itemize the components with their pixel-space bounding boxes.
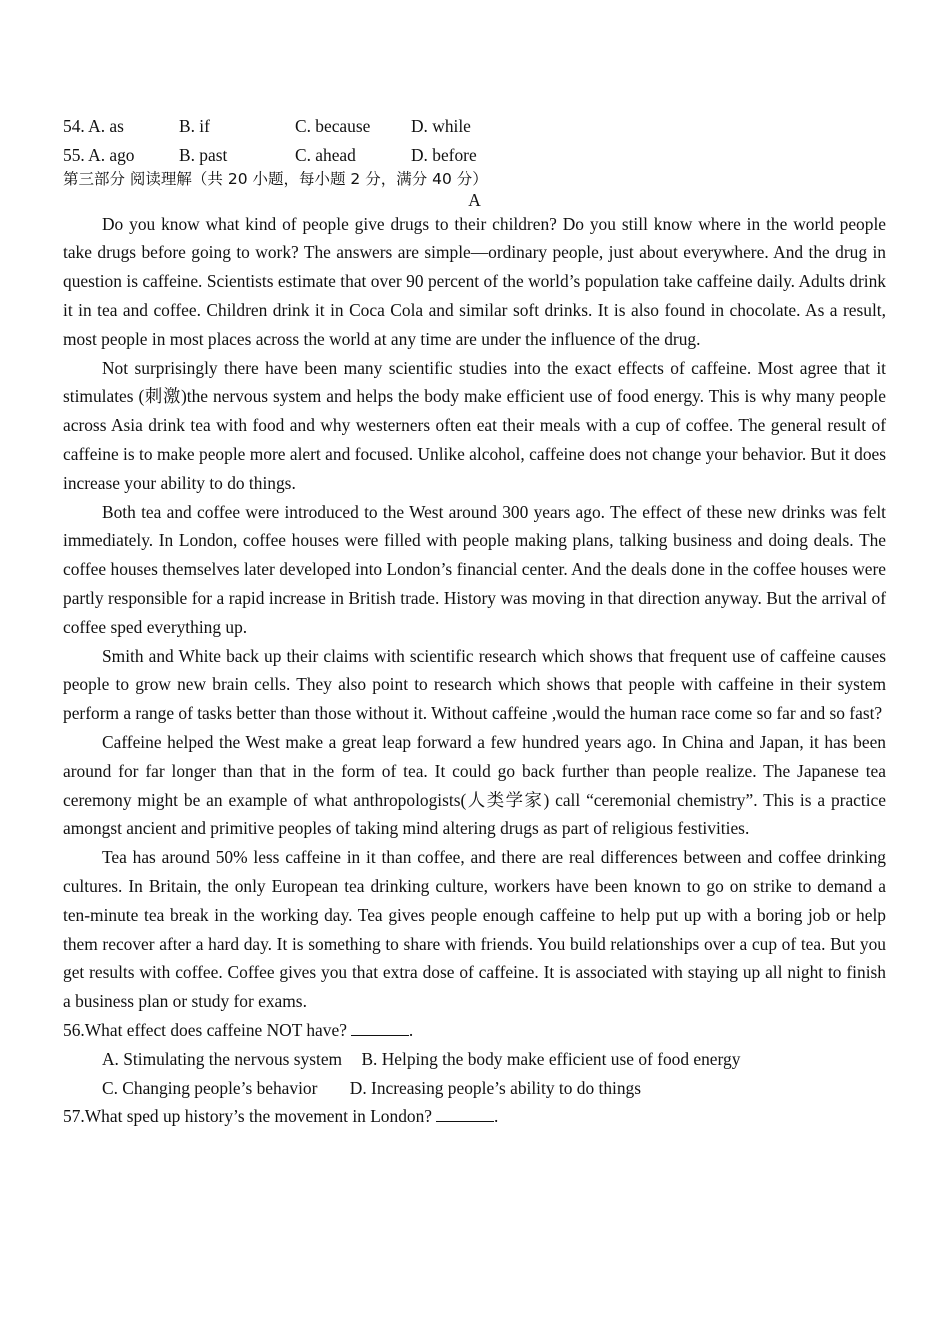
q57-answer-blank[interactable] bbox=[436, 1103, 494, 1122]
passage-paragraph-1: Do you know what kind of people give drugs to their children? Do you still know where in the world people take drugs before going to work? The answers are simple—ordinary people, just about everywhere. And the drug in question is caffeine. Scientists estimate that over 90 percent of the world’s population take caffeine daily. Adults drink it in tea and coffee. Children drink it in Coca Cola and similar soft drinks. It is also found in chocolate. As a result, most people in most places across the world at any time are under the influence of the drug. bbox=[63, 213, 886, 349]
q54-option-a-text: A. as bbox=[88, 116, 124, 136]
q54-option-d: D. while bbox=[411, 116, 471, 136]
q55-option-b: B. past bbox=[179, 144, 228, 165]
q54-option-b: B. if bbox=[179, 116, 210, 136]
section-title: 第三部分 阅读理解（共 20 小题，每小题 2 分，满分 40 分） bbox=[63, 169, 488, 188]
passage-paragraph-2: Not surprisingly there have been many scientific studies into the exact effects of caffeine. Most agree that it stimulates (刺激)the nervous system and helps the body make efficient use of food energy. This is why many people across Asia drink tea with food and why westerners often eat their meals with a cup of coffee. The general result of caffeine is to make people more alert and focused. Unlike alcohol, caffeine does not change your behavior. But it does increase your ability to do things. bbox=[63, 357, 886, 493]
q56-options-row-1 bbox=[63, 1045, 886, 1074]
question-57 bbox=[63, 1102, 886, 1131]
passage-paragraph-5: Caffeine helped the West make a great leap forward a few hundred years ago. In China and Japan, it has been around for far longer than that in the form of tea. It could go back further than people realize. The Japanese tea ceremony might be an example of what anthropologists(人类学家) call “ceremonial chemistry”. This is a practice amongst ancient and primitive peoples of taking mind altering drugs as part of religious festivities. bbox=[63, 731, 886, 839]
question-54-options bbox=[63, 112, 886, 141]
q56-end: . bbox=[408, 1019, 414, 1040]
q56-stem: 56.What effect does caffeine NOT have? bbox=[63, 1019, 347, 1040]
q56-answer-blank[interactable] bbox=[351, 1017, 409, 1036]
q54-number: 54. bbox=[63, 116, 85, 136]
q56-options-row-2 bbox=[63, 1074, 886, 1103]
passage-paragraph-4: Smith and White back up their claims with scientific research which shows that frequent use of caffeine causes people to grow new brain cells. They also point to research which shows that people with caffeine in their system perform a range of tasks better than those without it. Without caffeine ,would the human race come so far and so fast? bbox=[63, 645, 886, 724]
passage-paragraph-6: Tea has around 50% less caffeine in it than coffee, and there are real differences between and coffee drinking cultures. In Britain, the only European tea drinking culture, workers have been known to go on strike to demand a ten-minute tea break in the working day. Tea gives people enough caffeine to help put up with a boring job or help them recover after a hard day. It is something to share with friends. You build relationships over a cup of tea. But you get results with coffee. Coffee gives you that extra dose of caffeine. It is associated with staying up all night to finish a business plan or study for exams. bbox=[63, 847, 886, 1012]
q57-stem: 57.What sped up history’s the movement in London? bbox=[63, 1106, 433, 1127]
q56-option-b: B. Helping the body make efficient use of food energy bbox=[361, 1048, 741, 1069]
passage-paragraph-3: Both tea and coffee were introduced to the West around 300 years ago. The effect of these new drinks was felt immediately. In London, coffee houses were filled with people making plans, talking business and doing deals. The coffee houses themselves later developed into London’s financial center. And the deals done in the coffee houses were partly responsible for a rapid increase in British trade. History was moving in that direction anyway. But the arrival of coffee sped everything up. bbox=[63, 501, 886, 637]
passage-label: A bbox=[468, 189, 481, 210]
q57-end: . bbox=[494, 1106, 499, 1127]
q55-number: 55. bbox=[63, 144, 85, 165]
page-content bbox=[63, 112, 886, 1131]
q54-option-a bbox=[63, 112, 179, 141]
q56-option-a: A. Stimulating the nervous system bbox=[102, 1048, 343, 1069]
question-55-options bbox=[63, 141, 886, 170]
question-56 bbox=[63, 1016, 886, 1045]
q55-option-d: D. before bbox=[411, 144, 477, 165]
q55-option-c: C. ahead bbox=[295, 144, 356, 165]
q54-option-c: C. because bbox=[295, 116, 371, 136]
q56-option-c: C. Changing people’s behavior bbox=[102, 1077, 318, 1098]
q56-option-d: D. Increasing people’s ability to do things bbox=[349, 1077, 642, 1098]
q55-option-a bbox=[63, 141, 179, 170]
q55-option-a-text: A. ago bbox=[88, 144, 135, 165]
